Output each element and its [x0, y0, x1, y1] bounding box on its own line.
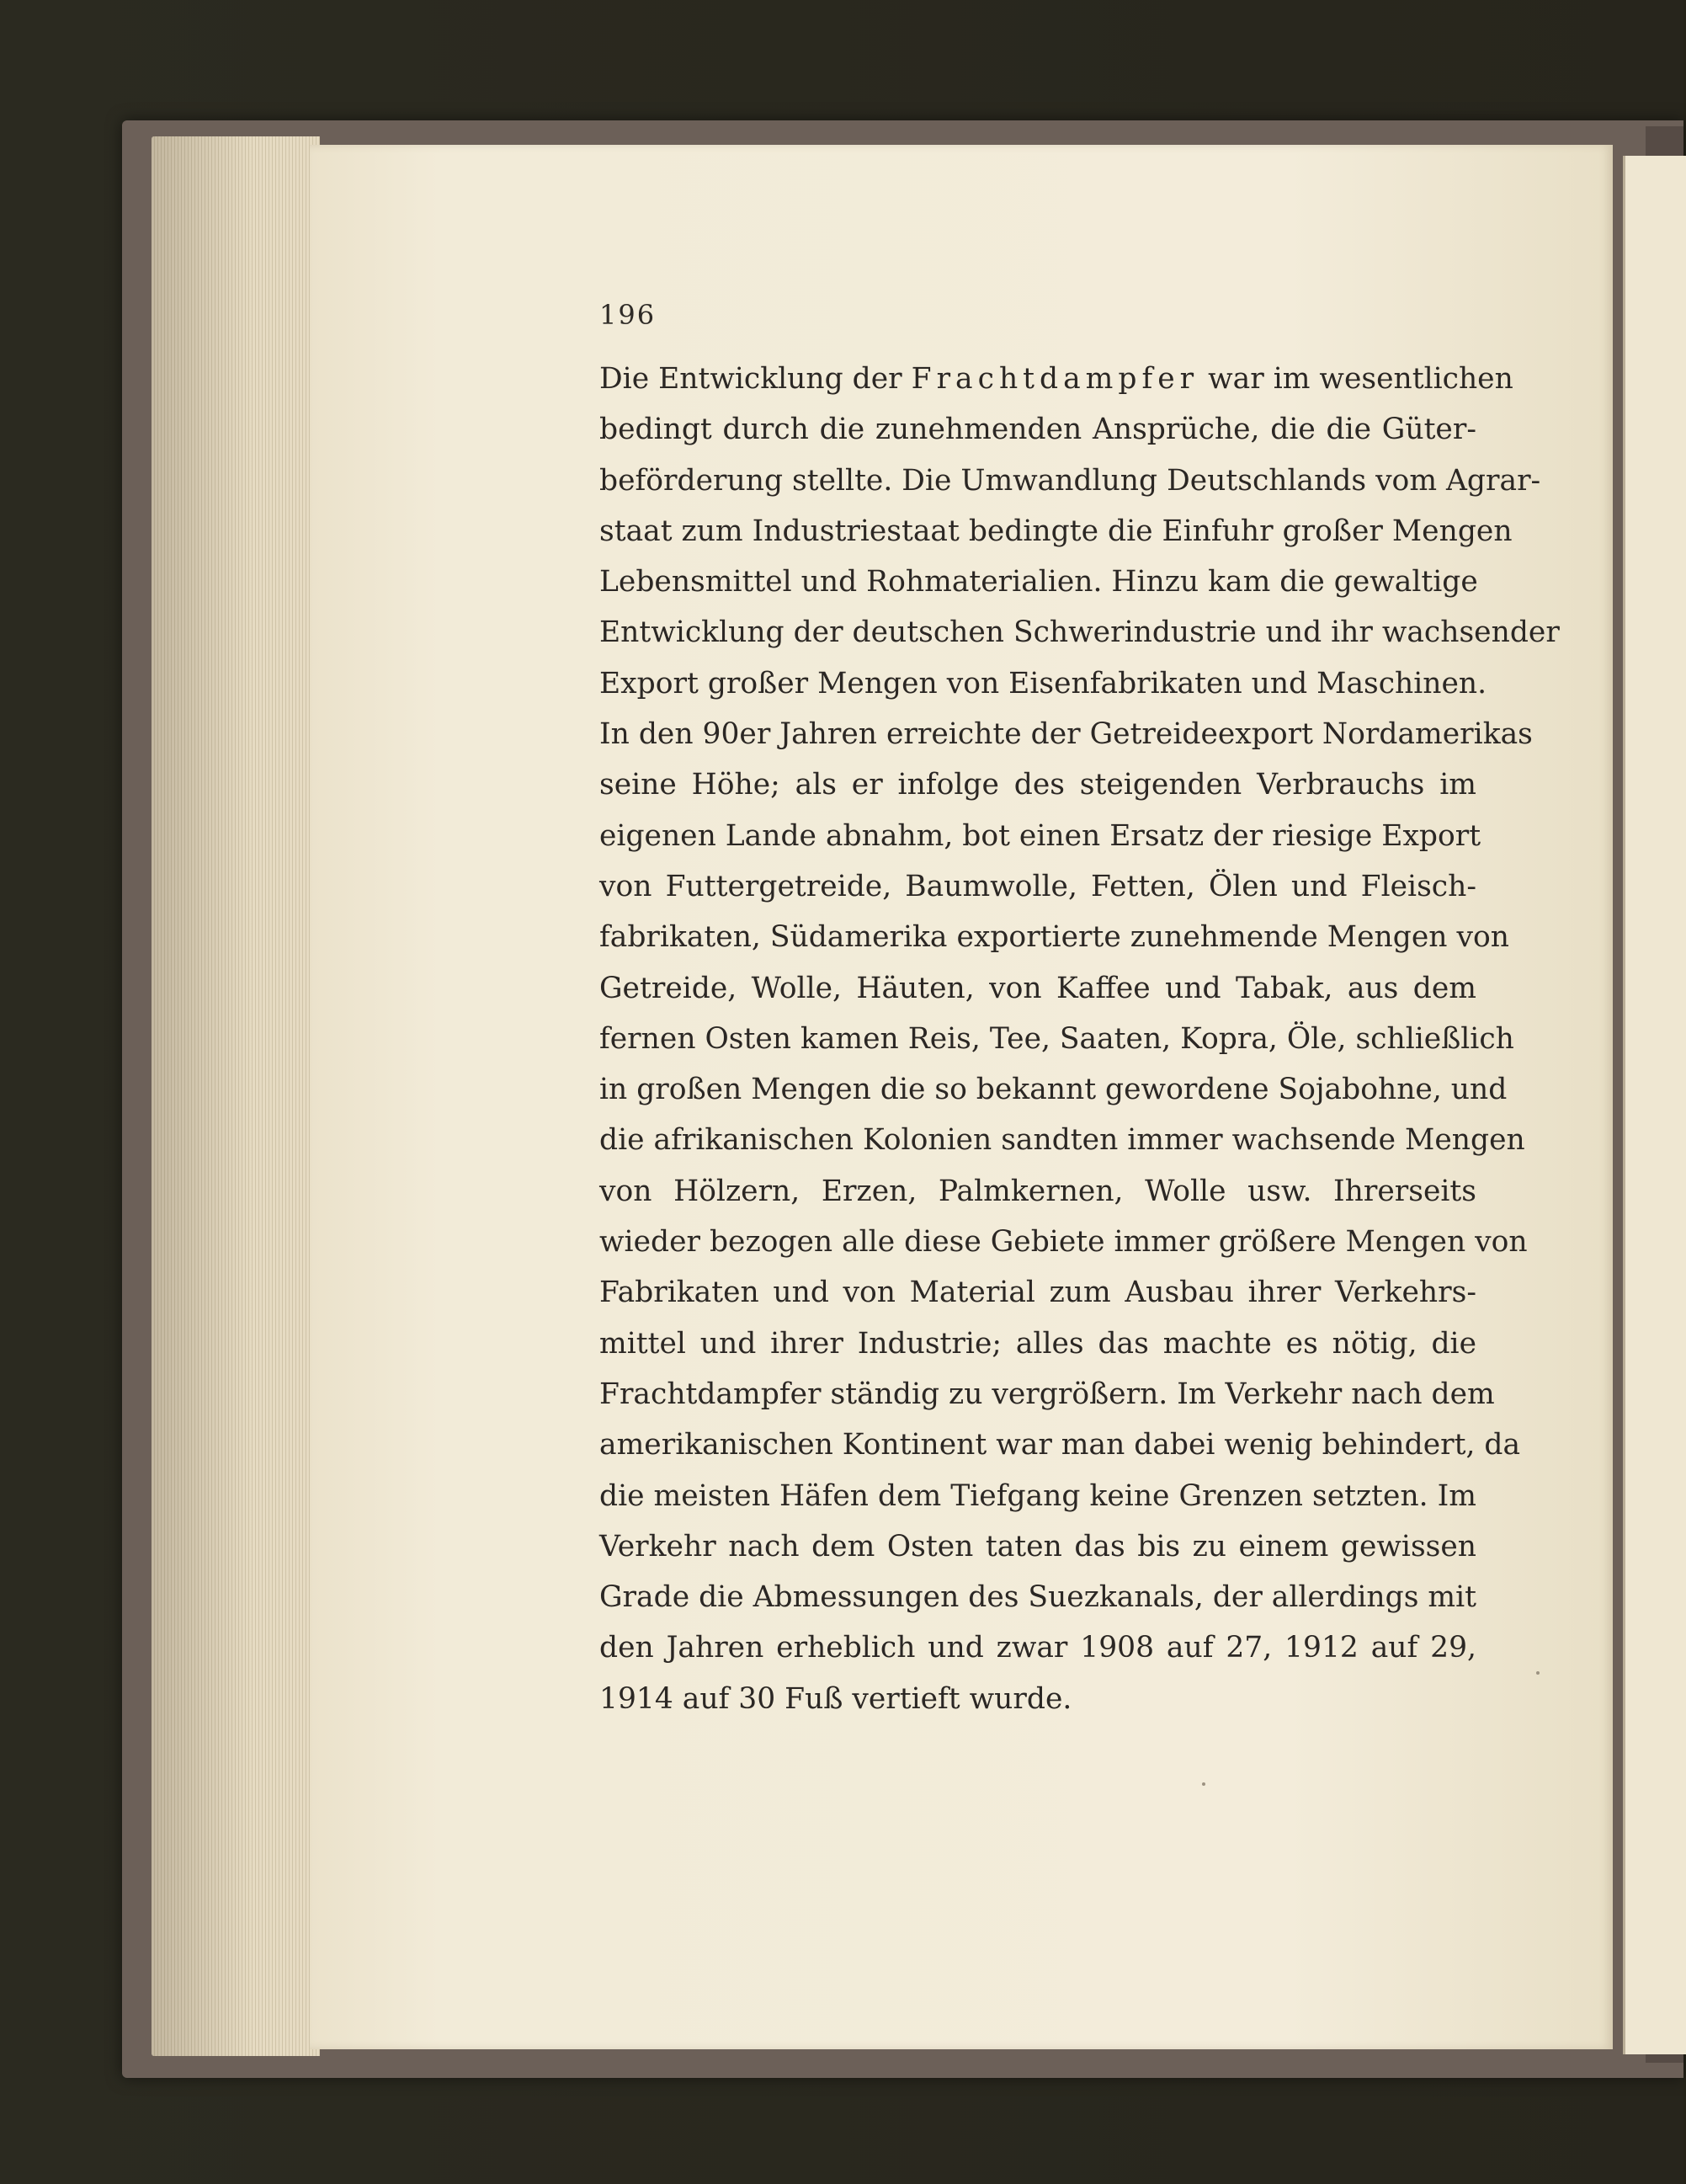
text-line: Frachtdampfer ständig zu vergrößern. Im Verkehr nach dem — [599, 1377, 1495, 1411]
text-line: wieder bezogen alle diese Gebiete immer größere Mengen von — [599, 1225, 1528, 1260]
text-line: Lebensmittel und Rohmaterialien. Hinzu kam die gewaltige — [599, 565, 1478, 599]
text-segment: war im wesentlichen — [1199, 362, 1513, 396]
text-line: Getreide, Wolle, Häuten, von Kaffee und Tabak, aus dem — [599, 971, 1476, 1005]
text-line: Entwicklung der deutschen Schwerindustrie und ihr wachsender — [599, 615, 1560, 650]
body-paragraph — [599, 354, 1560, 1724]
paper-speck — [1536, 1671, 1540, 1675]
text-line: beförderung stellte. Die Umwandlung Deutschlands vom Agrar- — [599, 463, 1541, 498]
text-line: In den 90er Jahren erreichte der Getreideexport Nordamerikas — [599, 717, 1533, 752]
text-line: eigenen Lande abnahm, bot einen Ersatz der riesige Export — [599, 818, 1481, 853]
text-line: fabrikaten, Südamerika exportierte zunehmende Mengen von — [599, 920, 1509, 955]
text-line: von Futtergetreide, Baumwolle, Fetten, Ölen und Fleisch- — [599, 869, 1476, 903]
text-line: in großen Mengen die so bekannt gewordene Sojabohne, und — [599, 1073, 1508, 1107]
text-line — [599, 354, 1513, 404]
facing-page-edge — [1623, 156, 1686, 2054]
text-line: die meisten Häfen dem Tiefgang keine Grenzen setzten. Im — [599, 1478, 1476, 1513]
text-line: staat zum Industriestaat bedingte die Einfuhr großer Mengen — [599, 514, 1513, 548]
text-line: 1914 auf 30 Fuß vertieft wurde. — [599, 1681, 1072, 1716]
page-number: 196 — [599, 299, 657, 331]
text-line: bedingt durch die zunehmenden Ansprüche, die die Güter- — [599, 413, 1476, 447]
paper-speck — [1202, 1782, 1205, 1786]
text-line: mittel und ihrer Industrie; alles das machte es nötig, die — [599, 1326, 1476, 1361]
text-segment: Die Entwicklung der — [599, 362, 912, 396]
text-line: Fabrikaten und von Material zum Ausbau ihrer Verkehrs- — [599, 1276, 1476, 1310]
text-line: seine Höhe; als er infolge des steigenden Verbrauchs im — [599, 768, 1476, 802]
emphasized-term: Frachtdampfer — [911, 362, 1199, 396]
text-line: fernen Osten kamen Reis, Tee, Saaten, Kopra, Öle, schließlich — [599, 1021, 1514, 1056]
text-line: amerikanischen Kontinent war man dabei wenig behindert, da — [599, 1428, 1521, 1462]
text-line: Export großer Mengen von Eisenfabrikaten und Maschinen. — [599, 666, 1487, 700]
text-line: die afrikanischen Kolonien sandten immer wachsende Mengen — [599, 1123, 1525, 1158]
text-line: den Jahren erheblich und zwar 1908 auf 27, 1912 auf 29, — [599, 1631, 1476, 1665]
text-line: Grade die Abmessungen des Suezkanals, der allerdings mit — [599, 1580, 1477, 1615]
page-block-shadow — [152, 136, 320, 2056]
text-line: Verkehr nach dem Osten taten das bis zu einem gewissen — [599, 1529, 1476, 1563]
text-line: von Hölzern, Erzen, Palmkernen, Wolle usw. Ihrerseits — [599, 1174, 1476, 1208]
